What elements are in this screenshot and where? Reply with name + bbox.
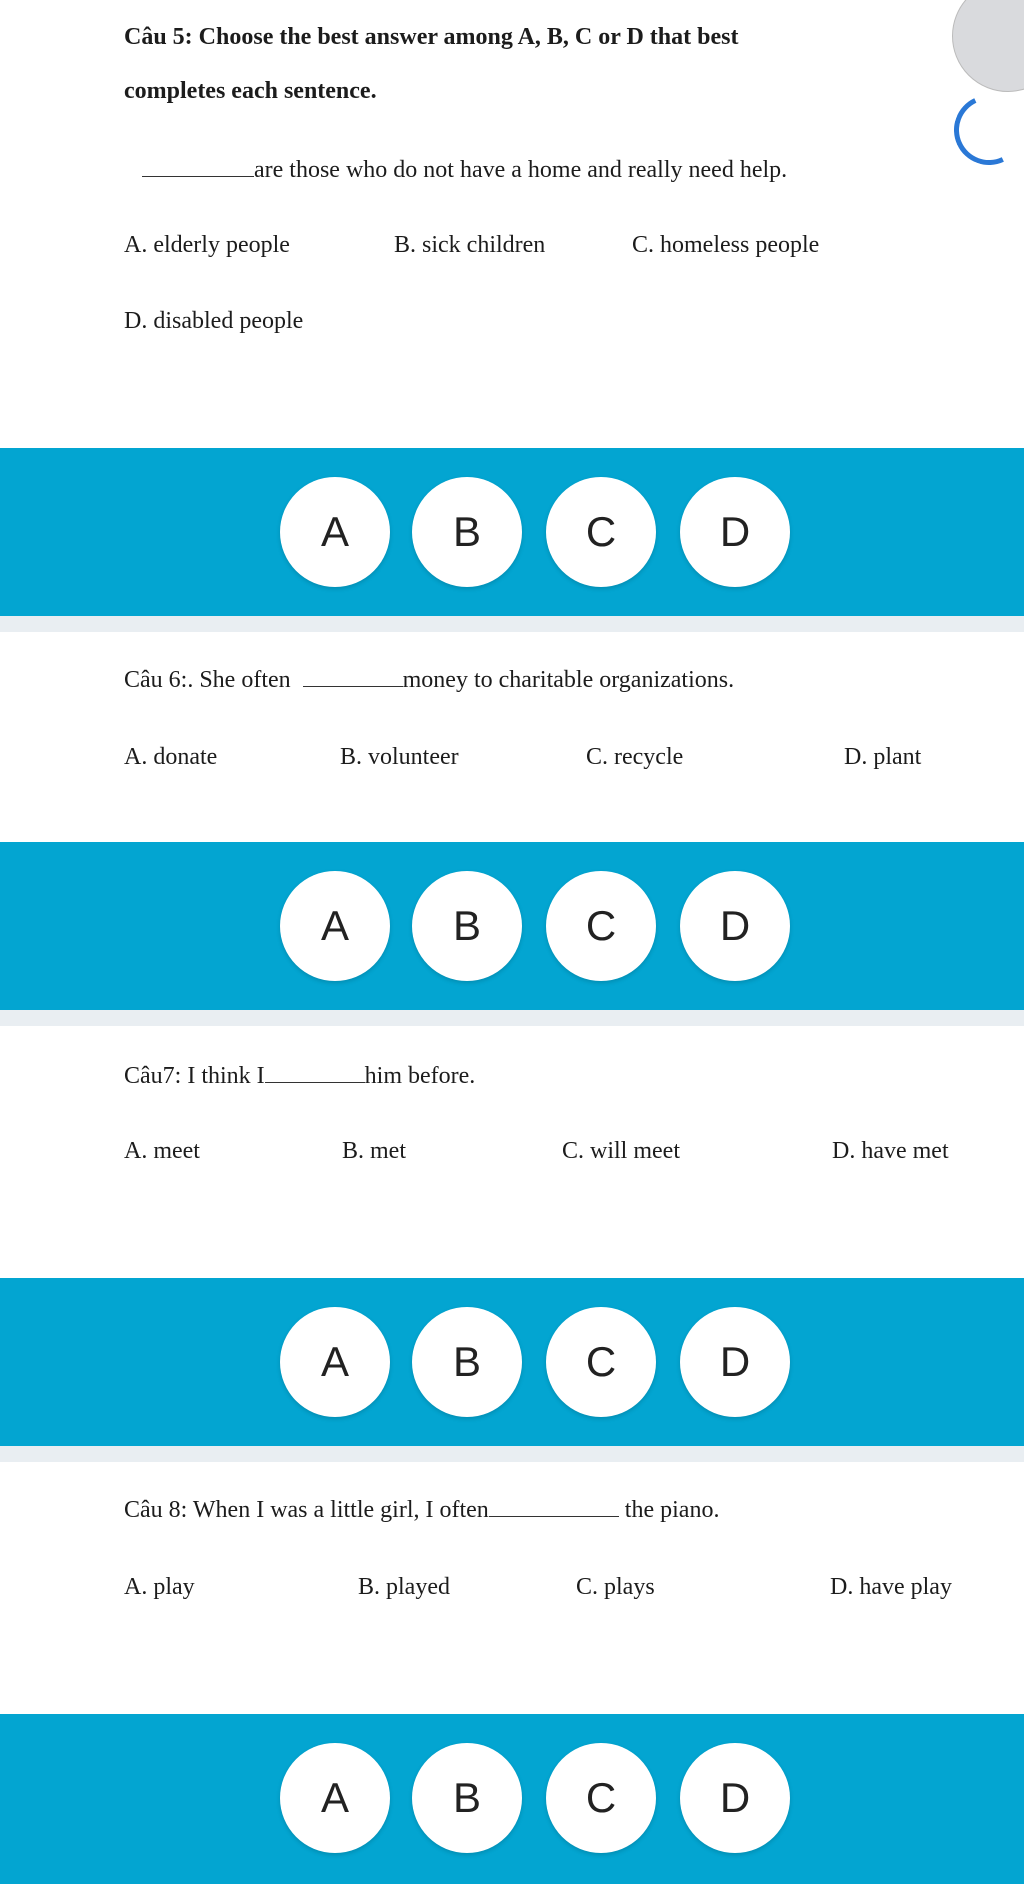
answer-button-d[interactable]: D: [680, 1743, 790, 1853]
answer-button-c[interactable]: C: [546, 477, 656, 587]
question-5-option-d: D. disabled people: [124, 308, 304, 334]
question-6-prefix: Câu 6:. She often: [124, 667, 291, 693]
answer-button-b[interactable]: B: [412, 477, 522, 587]
answer-button-a[interactable]: A: [280, 477, 390, 587]
answer-button-c[interactable]: C: [546, 1743, 656, 1853]
question-7-option-a: A. meet: [124, 1138, 200, 1164]
question-8-prefix: Câu 8: When I was a little girl, I often: [124, 1497, 489, 1523]
answer-blank: [142, 156, 254, 177]
question-8-sentence: [124, 1496, 719, 1524]
corner-decoration: [952, 0, 1024, 92]
answer-button-b[interactable]: B: [412, 1307, 522, 1417]
question-7-option-c: C. will meet: [562, 1138, 680, 1164]
answer-button-d[interactable]: D: [680, 1307, 790, 1417]
question-5-option-a: A. elderly people: [124, 232, 290, 258]
question-7-option-d: D. have met: [832, 1138, 949, 1164]
question-6-option-a: A. donate: [124, 744, 218, 770]
question-8-suffix: the piano.: [624, 1497, 720, 1523]
question-7-option-b: B. met: [342, 1138, 406, 1164]
question-5-sentence: [142, 156, 787, 184]
question-5-sentence-text: are those who do not have a home and really need help.: [254, 157, 788, 183]
answer-button-a[interactable]: A: [280, 1743, 390, 1853]
answer-blank: [265, 1062, 365, 1083]
answer-button-d[interactable]: D: [680, 477, 790, 587]
question-6-option-c: C. recycle: [586, 744, 684, 770]
separator: [0, 1446, 1024, 1462]
question-8-option-b: B. played: [358, 1574, 450, 1600]
answer-button-a[interactable]: A: [280, 1307, 390, 1417]
question-6-suffix: money to charitable organizations.: [402, 667, 735, 693]
question-6-sentence: [124, 666, 734, 694]
question-5-title-line2: completes each sentence.: [124, 78, 377, 104]
question-6-option-d: D. plant: [844, 744, 922, 770]
question-5-option-c: C. homeless people: [632, 232, 820, 258]
answer-bar-7: [0, 1278, 1024, 1446]
answer-button-b[interactable]: B: [412, 1743, 522, 1853]
question-7-sentence: [124, 1062, 475, 1090]
answer-bar-6: [0, 842, 1024, 1010]
answer-button-a[interactable]: A: [280, 871, 390, 981]
question-6-option-b: B. volunteer: [340, 744, 459, 770]
answer-button-b[interactable]: B: [412, 871, 522, 981]
answer-bar-5: [0, 448, 1024, 616]
answer-button-c[interactable]: C: [546, 871, 656, 981]
question-8-option-a: A. play: [124, 1574, 195, 1600]
separator: [0, 1010, 1024, 1026]
answer-bar-8: [0, 1714, 1024, 1884]
question-7-suffix: him before.: [364, 1063, 476, 1089]
answer-blank: [489, 1496, 619, 1517]
corner-arc: [944, 85, 1024, 175]
question-7-prefix: Câu7: I think I: [124, 1063, 265, 1089]
question-5-option-b: B. sick children: [394, 232, 546, 258]
answer-button-d[interactable]: D: [680, 871, 790, 981]
question-5-title-line1: Câu 5: Choose the best answer among A, B, C or D that best: [124, 24, 739, 50]
answer-button-c[interactable]: C: [546, 1307, 656, 1417]
answer-blank: [303, 666, 403, 687]
separator: [0, 616, 1024, 632]
question-8-option-c: C. plays: [576, 1574, 655, 1600]
question-8-option-d: D. have play: [830, 1574, 952, 1600]
